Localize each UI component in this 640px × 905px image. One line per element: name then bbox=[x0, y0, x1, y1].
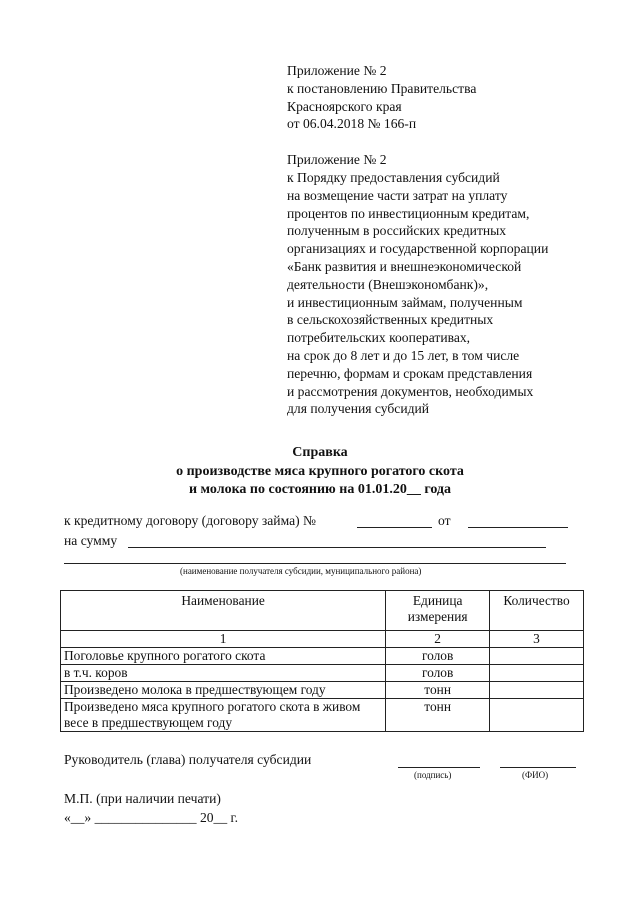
appendix-1-line: к постановлению Правительства bbox=[287, 80, 477, 96]
appendix-2-line: на срок до 8 лет и до 15 лет, в том числе bbox=[287, 347, 520, 363]
appendix-2-line: и рассмотрения документов, необходимых bbox=[287, 383, 534, 399]
row-qty[interactable] bbox=[490, 648, 584, 665]
header-qty: Количество bbox=[490, 591, 584, 631]
column-number: 3 bbox=[490, 631, 584, 648]
appendix-2-line: перечню, формам и срокам представления bbox=[287, 365, 533, 381]
appendix-2-line: Приложение № 2 bbox=[287, 152, 387, 168]
header-unit: Единица измерения bbox=[386, 591, 490, 631]
table-row bbox=[61, 648, 584, 665]
header-name: Наименование bbox=[61, 591, 386, 631]
sum-label: на сумму bbox=[64, 533, 118, 548]
recipient-caption: (наименование получателя субсидии, муниципального района) bbox=[180, 566, 422, 576]
appendix-2-line: организациях и государственной корпорации bbox=[287, 241, 549, 257]
table-number-row bbox=[61, 631, 584, 648]
title-line: Справка bbox=[292, 445, 348, 460]
appendix-2-line: в сельскохозяйственных кредитных bbox=[287, 312, 494, 328]
row-qty[interactable] bbox=[490, 665, 584, 682]
appendix-block bbox=[287, 62, 607, 418]
row-qty[interactable] bbox=[490, 682, 584, 699]
row-unit: голов bbox=[386, 665, 490, 682]
appendix-2-line: деятельности (Внешэкономбанк)», bbox=[287, 276, 489, 292]
row-unit: голов bbox=[386, 648, 490, 665]
appendix-1-line: от 06.04.2018 № 166-п bbox=[287, 116, 417, 132]
row-unit: тонн bbox=[386, 699, 490, 732]
date-line: «__» _______________ 20__ г. bbox=[64, 810, 238, 825]
appendix-2-line: полученным в российских кредитных bbox=[287, 223, 507, 239]
appendix-2-line: «Банк развития и внешнеэкономической bbox=[287, 258, 522, 274]
appendix-2-line: на возмещение части затрат на уплату bbox=[287, 187, 508, 203]
appendix-2-line: для получения субсидий bbox=[287, 401, 430, 417]
column-number: 2 bbox=[386, 631, 490, 648]
production-table bbox=[60, 590, 584, 732]
table-header-row bbox=[61, 591, 584, 631]
sum-field[interactable] bbox=[128, 547, 546, 548]
column-number: 1 bbox=[61, 631, 386, 648]
document-title bbox=[0, 444, 640, 500]
recipient-field[interactable] bbox=[64, 563, 566, 564]
appendix-1-line: Приложение № 2 bbox=[287, 63, 387, 78]
row-qty[interactable] bbox=[490, 699, 584, 732]
date-label: от bbox=[438, 513, 451, 528]
row-name: Произведено молока в предшествующем году bbox=[61, 682, 386, 699]
row-name: в т.ч. коров bbox=[61, 665, 386, 682]
appendix-2-line: к Порядку предоставления субсидий bbox=[287, 169, 500, 185]
appendix-2-line: процентов по инвестиционным кредитам, bbox=[287, 205, 530, 221]
appendix-1-line: Красноярского края bbox=[287, 98, 402, 114]
title-line: о производстве мяса крупного рогатого скота bbox=[176, 463, 464, 479]
table-row bbox=[61, 699, 584, 732]
row-name: Поголовье крупного рогатого скота bbox=[61, 648, 386, 665]
row-unit: тонн bbox=[386, 682, 490, 699]
name-field[interactable] bbox=[500, 767, 576, 768]
name-caption: (ФИО) bbox=[522, 770, 549, 780]
appendix-2-line: и инвестиционным займам, полученным bbox=[287, 294, 523, 310]
contract-label: к кредитному договору (договору займа) № bbox=[64, 513, 317, 528]
row-name: Произведено мяса крупного рогатого скота в живом весе в предшествующем году bbox=[61, 699, 386, 732]
table-row bbox=[61, 682, 584, 699]
contract-date-field[interactable] bbox=[468, 527, 568, 528]
contract-number-field[interactable] bbox=[357, 527, 432, 528]
appendix-2-line: потребительских кооперативах, bbox=[287, 330, 471, 346]
head-label: Руководитель (глава) получателя субсидии bbox=[64, 752, 312, 767]
stamp-label: М.П. (при наличии печати) bbox=[64, 791, 221, 806]
signature-caption: (подпись) bbox=[414, 770, 452, 780]
signature-field[interactable] bbox=[398, 767, 480, 768]
table-row bbox=[61, 665, 584, 682]
title-line: и молока по состоянию на 01.01.20__ года bbox=[188, 482, 452, 497]
